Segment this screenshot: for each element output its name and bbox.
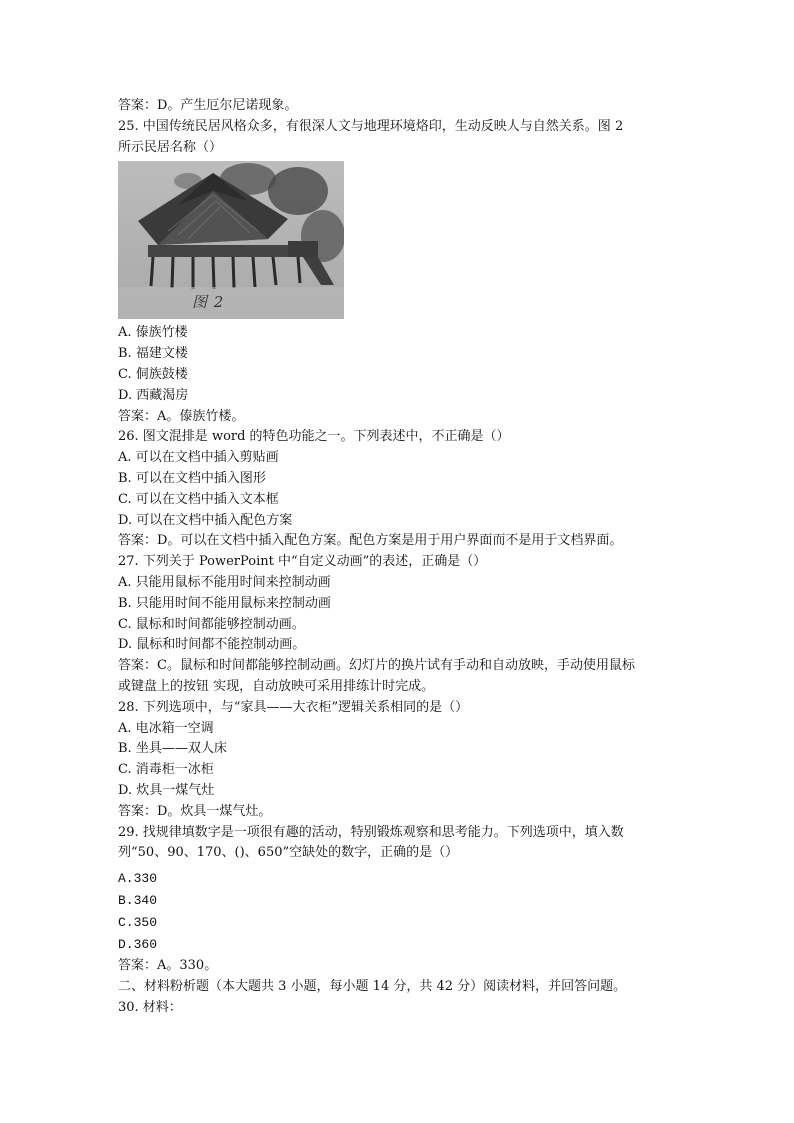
question-29-line-2: 列“50、90、170、()、650”空缺处的数字，正确的是（）: [118, 845, 459, 861]
option-29-c: C.350: [118, 915, 158, 931]
answer-26: 答案：D。可以在文档中插入配色方案。配色方案是用于用户界面而不是用于文档界面。: [118, 533, 623, 549]
option-29-a: A.330: [118, 871, 158, 887]
question-30: 30. 材料：: [118, 999, 182, 1015]
document-page: [118, 96, 678, 1019]
option-25-d: D. 西藏渴房: [118, 387, 189, 403]
answer-29: 答案：A。330。: [118, 958, 218, 974]
section-2-heading: 二、材料粉析题（本大题共 3 小题，每小题 14 分，共 42 分）阅读材料，并回答问题。: [118, 978, 627, 994]
option-29-d: D.360: [118, 937, 158, 953]
option-27-c: C. 鼠标和时间都能够控制动画。: [118, 616, 305, 632]
question-29-line-1: 29. 找规律填数字是一项很有趣的活动，特别锻炼观察和思考能力。下列选项中，填入数: [118, 824, 624, 840]
option-27-b: B. 只能用时间不能用鼠标来控制动画: [118, 595, 331, 611]
question-28: 28. 下列选项中，与“家具——大衣柜”逻辑关系相同的是（）: [118, 699, 469, 715]
answer-27-line-2: 或键盘上的按钮 实现，自动放映可采用排练计时完成。: [118, 678, 435, 694]
option-28-c: C. 消毒柜一冰柜: [118, 762, 214, 778]
figure-2-stilt-house-photo: [118, 161, 344, 319]
answer-25: 答案：A。傣族竹楼。: [118, 408, 245, 424]
option-25-a: A. 傣族竹楼: [118, 325, 188, 341]
option-26-a: A. 可以在文档中插入剪贴画: [118, 450, 279, 466]
answer-24: 答案：D。产生厄尔尼诺现象。: [118, 98, 298, 113]
option-26-d: D. 可以在文档中插入配色方案: [118, 512, 293, 528]
question-25-line-1: 25. 中国传统民居风格众多，有很深人文与地理环境烙印，生动反映人与自然关系。图 2: [118, 118, 624, 134]
answer-27-line-1: 答案：C。鼠标和时间都能够控制动画。幻灯片的换片试有手动和自动放映，手动使用鼠标: [118, 658, 635, 674]
answer-28: 答案：D。炊具一煤气灶。: [118, 803, 272, 819]
stilt-house-illustration: [118, 161, 344, 319]
figure-caption: 图 2: [192, 293, 225, 312]
option-26-b: B. 可以在文档中插入图形: [118, 470, 266, 486]
question-26: 26. 图文混排是 word 的特色功能之一。下列表述中，不正确是（）: [118, 429, 510, 445]
option-28-b: B. 坐具——双人床: [118, 741, 227, 757]
option-28-a: A. 电冰箱一空调: [118, 720, 214, 736]
option-25-b: B. 福建文楼: [118, 346, 188, 362]
option-27-a: A. 只能用鼠标不能用时间来控制动画: [118, 574, 331, 590]
option-26-c: C. 可以在文档中插入文本框: [118, 491, 279, 507]
question-25-line-2: 所示民居名称（）: [118, 139, 223, 155]
option-27-d: D. 鼠标和时间都不能控制动画。: [118, 637, 306, 653]
option-28-d: D. 炊具一煤气灶: [118, 782, 215, 798]
question-27: 27. 下列关于 PowerPoint 中“自定义动画”的表述，正确是（）: [118, 554, 487, 570]
option-29-b: B.340: [118, 893, 158, 909]
option-25-c: C. 侗族鼓楼: [118, 366, 188, 382]
